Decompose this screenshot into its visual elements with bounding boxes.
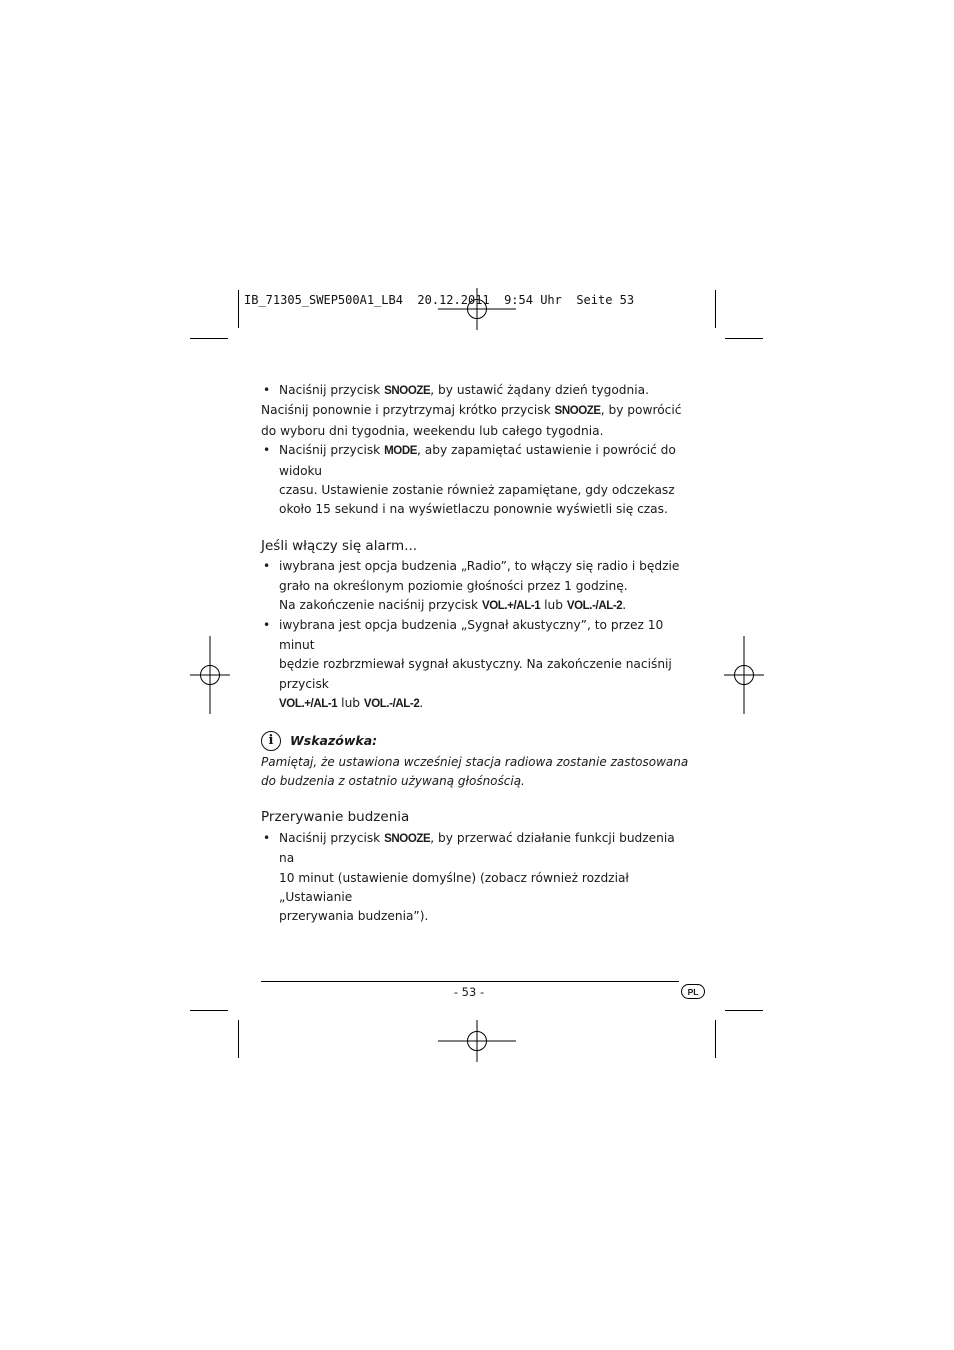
registration-mark-bottom [438, 1020, 516, 1062]
section-heading: Przerywanie budzenia [261, 809, 410, 826]
list-item: • Naciśnij przycisk SNOOZE, by ustawić żądany dzień tygodnia. [261, 381, 691, 401]
crop-mark [190, 338, 228, 339]
button-name-vol-up: VOL.+/AL-1 [481, 600, 541, 613]
bullet-icon: • [263, 559, 271, 574]
list-item: • iwybrana jest opcja budzenia „Radio”, to włączy się radio i będzie grało na określonym poziomie głośności przez 1 godzinę. Na zakończenie naciśnij przycisk VOL.+/AL-1 lub VOL.-/AL-2. [263, 559, 680, 613]
footer-rule [261, 981, 679, 982]
note-heading [261, 731, 691, 751]
info-icon: i [261, 731, 281, 751]
bullet-icon: • [263, 383, 271, 397]
note-title: Wskazówka: [290, 732, 378, 748]
button-name-vol-down: VOL.-/AL-2 [566, 600, 623, 613]
button-name-vol-down: VOL.-/AL-2 [363, 698, 420, 711]
list-item: • Naciśnij przycisk MODE, aby zapamiętać ustawienie i powrócić do widoku czasu. Ustawienie zostanie również zapamiętane, gdy odczekasz około 15 sekund i na wyświetlaczu ponownie wyświetli się czas. [263, 443, 676, 517]
button-name-vol-up: VOL.+/AL-1 [279, 698, 338, 711]
section-heading: Jeśli włączy się alarm... [261, 537, 418, 554]
crop-mark [715, 290, 716, 328]
crop-mark [725, 338, 763, 339]
language-badge: PL [681, 984, 705, 999]
bullet-icon: • [263, 443, 271, 458]
print-slug: IB_71305_SWEP500A1_LB4 20.12.2011 9:54 Uhr Seite 53 [244, 293, 635, 307]
bullet-icon: • [263, 830, 271, 845]
bullet-icon: • [263, 618, 271, 633]
crop-mark [238, 1020, 239, 1058]
paragraph: Naciśnij ponownie i przytrzymaj krótko przycisk SNOOZE, by powrócić do wyboru dni tygodnia, weekendu lub całego tygodnia. [261, 403, 682, 438]
registration-mark-right [724, 636, 764, 714]
registration-mark-left [190, 636, 230, 714]
list-item: • Naciśnij przycisk SNOOZE, by przerwać działanie funkcji budzenia na 10 minut (ustawienie domyślne) (zobacz również rozdział „Ustawianie przerywania budzenia”). [263, 830, 675, 924]
page-content [261, 381, 691, 927]
button-name-mode: MODE [384, 445, 418, 458]
button-name-snooze: SNOOZE [384, 385, 431, 397]
page-number: - 53 - [453, 985, 485, 999]
crop-mark [725, 1010, 763, 1011]
crop-mark [715, 1020, 716, 1058]
note-text: Pamiętaj, że ustawiona wcześniej stacja radiowa zostanie zastosowana do budzenia z ostatnio używaną głośnością. [261, 754, 689, 788]
list-item: • iwybrana jest opcja budzenia „Sygnał akustyczny”, to przez 10 minut będzie rozbrzmiewał sygnał akustyczny. Na zakończenie naciśnij przycisk VOL.+/AL-1 lub VOL.-/AL-2. [263, 618, 672, 711]
button-name-snooze: SNOOZE [384, 832, 431, 845]
crop-mark [190, 1010, 228, 1011]
crop-mark [238, 290, 239, 328]
button-name-snooze: SNOOZE [554, 405, 601, 418]
